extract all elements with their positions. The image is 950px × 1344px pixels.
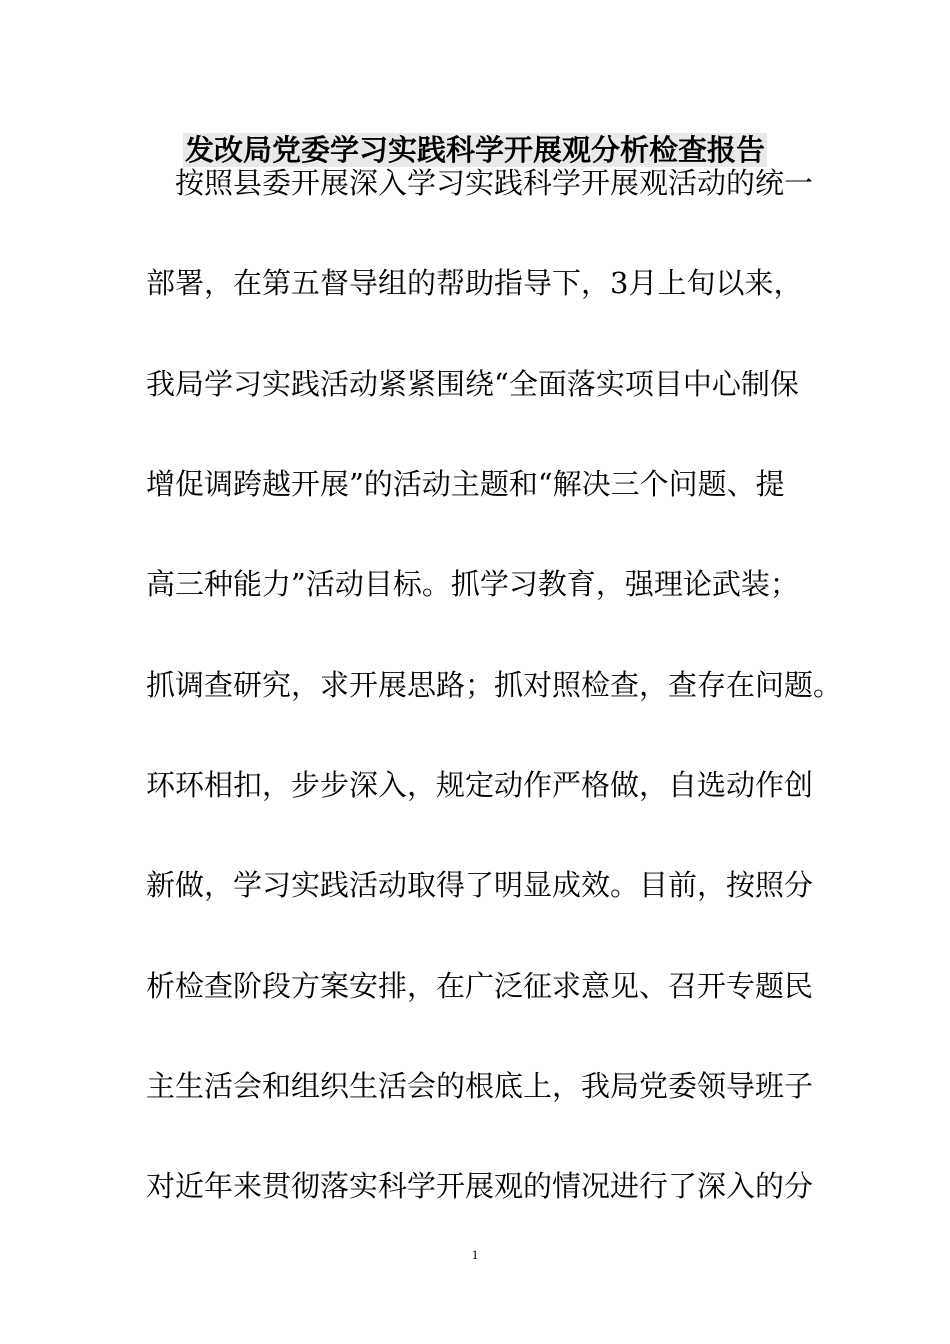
body-line-8: 新做，学习实践活动取得了明显成效。目前，按照分: [146, 868, 814, 902]
page-number: 1: [471, 1247, 479, 1262]
body-line-3: 我局学习实践活动紧紧围绕“全面落实项目中心制保: [146, 367, 799, 401]
body-line-6: 抓调查研究，求开展思路；抓对照检查，查存在问题。: [146, 668, 843, 702]
body-line-4: 增促调跨越开展”的活动主题和“解决三个问题、提: [146, 467, 785, 501]
body-line-9: 析检查阶段方案安排，在广泛征求意见、召开专题民: [146, 969, 814, 1003]
document-title-text: 发改局党委学习实践科学开展观分析检查报告: [184, 133, 765, 167]
body-line-11: 对近年来贯彻落实科学开展观的情况进行了深入的分: [146, 1169, 814, 1203]
body-line-10: 主生活会和组织生活会的根底上，我局党委领导班子: [146, 1069, 814, 1103]
body-line-2: 部署，在第五督导组的帮助指导下，3月上旬以来，: [146, 266, 803, 300]
body-line-7: 环环相扣，步步深入，规定动作严格做，自选动作创: [146, 768, 814, 802]
body-line-1: 按照县委开展深入学习实践科学开展观活动的统一: [175, 166, 814, 200]
body-line-5: 高三种能力”活动目标。抓学习教育，强理论武装；: [146, 567, 799, 601]
